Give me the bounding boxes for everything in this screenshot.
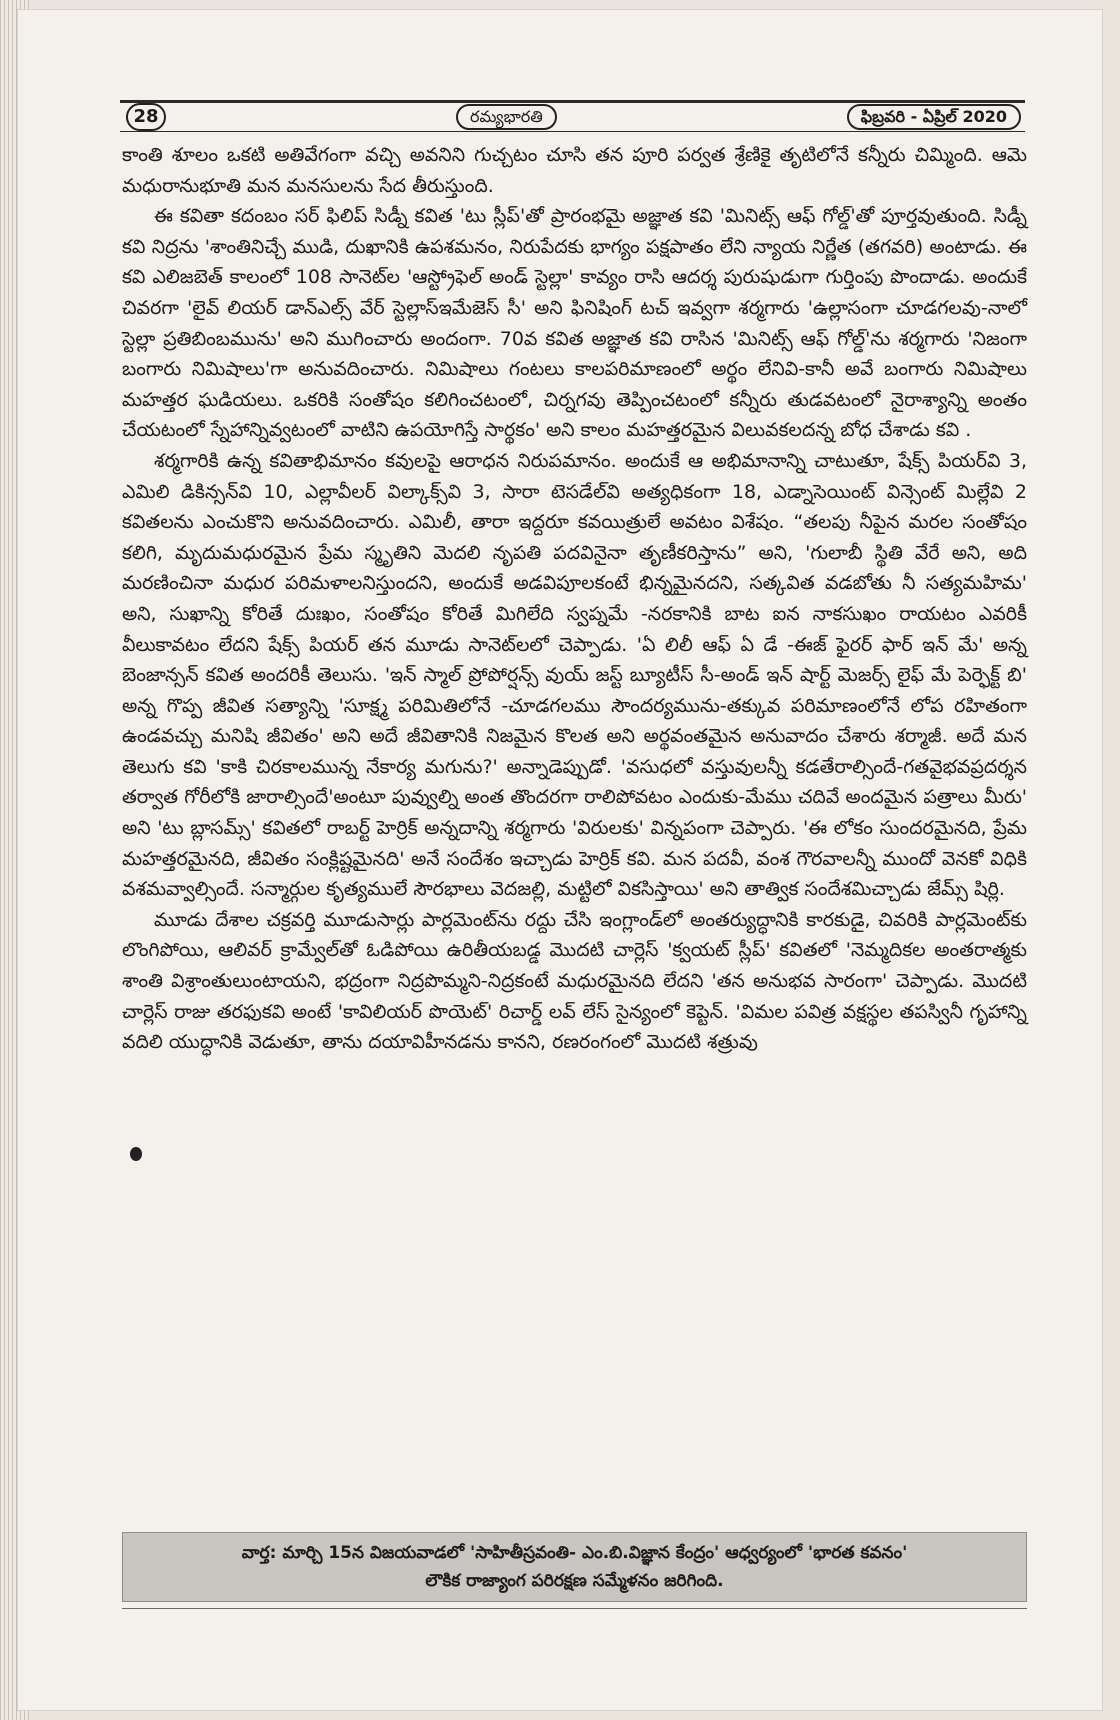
bottom-rule: [122, 1608, 1027, 1609]
paragraph-2: ఈ కవితా కదంబం సర్ ఫిలిప్ సిడ్నీ కవిత 'టు స్లీప్'తో ప్రారంభమై అజ్ఞాత కవి 'మినిట్స్ ఆఫ్ గోల్డ్'తో పూర్తవుతుంది. సిడ్నీ కవి నిద్రను 'శాంతినిచ్చే ముడి, దుఖానికి ఉపశమనం, నిరుపేదకు భాగ్యం పక్షపాతం లేని న్యాయ నిర్ణేత (తగవరి) అంటాడు. ఈ కవి ఎలిజబెత్ కాలంలో 108 సానెట్‌ల 'ఆస్ట్రోఫెల్ అండ్ స్టెల్లా' కావ్యం రాసి ఆదర్శ పురుషుడుగా గుర్తింపు పొందాడు. అందుకే చివరగా 'లైవ్ లియర్ డాన్ఎల్స్ వేర్ స్టెల్లాస్‌ఇమేజెస్ సీ' అని ఫినిషింగ్ టచ్ ఇవ్వగా శర్మగారు 'ఉల్లాసంగా చూడగలవు-నాలో స్టెల్లా ప్రతిబింబమును' అని ముగించారు అందంగా. 70వ కవిత అజ్ఞాత కవి రాసిన 'మినిట్స్ ఆఫ్ గోల్డ్'ను శర్మగారు 'నిజంగా బంగారు నిమిషాలు'గా అనువదించారు. నిమిషాలు గంటలు కాలపరిమాణంలో అర్థం లేనివి-కానీ అవే బంగారు నిమిషాలు మహత్తర ఘడియలు. ఒకరికి సంతోషం కలిగించటంలో, చిర్నగవు తెప్పించటంలో కన్నీరు తుడవటంలో నైరాశ్యాన్ని అంతం చేయటంలో స్నేహాన్నివ్వటంలో వాటిని ఉపయోగిస్తే సార్థకం' అని కాలం మహత్తరమైన విలువకలదన్న బోధ చేశాడు కవి .: [122, 205, 1027, 442]
paragraph-1: కాంతి శూలం ఒకటి అతివేగంగా వచ్చి అవనిని గుచ్చటం చూసి తన పూరి పర్వత శ్రేణికై తృటిలోనే కన్నీరు చిమ్మింది. ఆమె మధురానుభూతి మన మనసులను సేద తీరుస్తుంది.: [122, 144, 1027, 197]
page-header: [120, 100, 1025, 132]
paragraph-3: శర్మగారికి ఉన్న కవితాభిమానం కవులపై ఆరాధన నిరుపమానం. అందుకే ఆ అభిమానాన్ని చాటుతూ, షేక్స్ పియర్‌వి 3, ఎమిలి డికిన్సన్‌వి 10, ఎల్లావీలర్ విల్కాక్స్‌వి 3, సారా టెసడేల్‌వి అత్యధికంగా 18, ఎడ్నాసెయింట్ విన్సెంట్ మిల్లేవి 2 కవితలను ఎంచుకొని అనువదించారు. ఎమిలీ, తారా ఇద్దరూ కవయిత్రులే అవటం విశేషం. “తలపు నీపైన మరల సంతోషం కలిగి, మృదుమధురమైన ప్రేమ స్మృతిని మెదలి నృపతి పదవినైనా తృణీకరిస్తాను” అని, 'గులాబీ స్థితి వేరే అని, అది మరణించినా మధుర పరిమళాలనిస్తుందని, అందుకే అడవిపూలకంటే భిన్నమైనదని, సత్కవిత వడబోతు నీ సత్యమహిమ' అని, సుఖాన్ని కోరితే దుఃఖం, సంతోషం కోరితే మిగిలేది స్వప్నమే -నరకానికి బాట ఐన నాకసుఖం రాయటం ఎవరికీ వీలుకావటం లేదని షేక్స్ పియర్ తన మూడు సానెట్‌లలో చెప్పాడు. 'ఏ లిలీ ఆఫ్ ఏ డే -ఈజ్ ఫైరర్ ఫార్ ఇన్ మే' అన్న బెంజాన్సన్ కవిత అందరికీ తెలుసు. 'ఇన్ స్మాల్ ప్రోపోర్షన్స్ వుయ్ జస్ట్ బ్యూటీస్ సీ-అండ్ ఇన్ షార్ట్ మెజర్స్ లైఫ్ మే పెర్ఫెక్ట్ బి' అన్న గొప్ప జీవిత సత్యాన్ని 'సూక్ష్మ పరిమితిలోనే -చూడగలము సౌందర్యమును-తక్కువ పరిమాణంలోనే లోప రహితంగా ఉండవచ్చు మనిషి జీవితం' అని అదే జీవితానికి నిజమైన కొలత అని అర్థవంతమైన అనువాదం చేశారు శర్మాజీ. అదే మన తెలుగు కవి 'కాకి చిరకాలమున్న నేకార్య మగును?' అన్నాడెప్పుడో. 'వసుధలో వస్తువులన్నీ కడతేరాల్సిందే-గతవైభవప్రదర్శన తర్వాత గోరీలోకి జారాల్సిందే'అంటూ పువ్వుల్ని అంత తొందరగా రాలిపోవటం ఎందుకు-మేము చదివే అందమైన పత్రాలు మీరు' అని 'టు బ్లాసమ్స్' కవితలో రాబర్ట్ హెర్రిక్ అన్నదాన్ని శర్మగారు 'విరులకు' విన్నపంగా చెప్పారు. 'ఈ లోకం సుందరమైనది, ప్రేమ మహత్తరమైనది, జీవితం సంక్లిష్టమైనది' అనే సందేశం ఇచ్చాడు హెర్రిక్ కవి. మన పదవీ, వంశ గౌరవాలన్నీ ముందో వెనకో విధికి వశమవ్వాల్సిందే. సన్మార్గుల కృత్యములే సౌరభాలు వెదజల్లి, మట్టిలో వికసిస్తాయి' అని తాత్విక సందేశమిచ్చాడు జేమ్స్ షిర్లి.: [122, 449, 1027, 901]
news-notice-box: [122, 1532, 1027, 1602]
issue-date: ఫిబ్రవరి - ఏప్రిల్ 2020: [847, 104, 1021, 130]
article-body: [122, 140, 1027, 1058]
paragraph-4: మూడు దేశాల చక్రవర్తి మూడుసార్లు పార్లమెంట్‌ను రద్దు చేసి ఇంగ్లాండ్‌లో అంతర్యుద్ధానికి కారకుడై, చివరికి పార్లమెంట్‌కు లొంగిపోయి, ఆలివర్ క్రామ్వేల్‌తో ఓడిపోయి ఉరితీయబడ్డ మొదటి చార్లెస్ 'క్వయట్ స్లీప్' కవితలో 'నెమ్మదికల అంతరాత్మకు శాంతి విశ్రాంతులుంటాయని, భద్రంగా నిద్రపొమ్మని-నిద్రకంటే మధురమైనది లేదని 'తన అనుభవ సారంగా' చెప్పాడు. మొదటి చార్లెస్ రాజు తరఫుకవి అంటే 'కావిలియర్ పొయెట్' రిచార్డ్ లవ్ లేస్ సైన్యంలో కెప్టెన్. 'విమల పవిత్ర వక్షస్థల తపస్వినీ గృహాన్ని వదిలి యుద్ధానికి వెడుతూ, తాను దయావిహీనడను కానని, రణరంగంలో మొదటి శత్రువు: [122, 908, 1027, 1054]
page-number: 28: [126, 103, 166, 131]
magazine-title: రమ్యభారతి: [456, 104, 557, 130]
notice-line-1: వార్త: మార్చి 15న విజయవాడలో 'సాహితీస్రవంతి- ఎం.బి.విజ్ఞాన కేంద్రం' ఆధ్వర్యంలో 'భారత కవనం': [241, 1543, 908, 1563]
notice-line-2: లౌకిక రాజ్యాంగ పరిరక్షణ సమ్మేళనం జరిగింది.: [425, 1571, 724, 1591]
ink-smudge: [130, 1147, 142, 1161]
